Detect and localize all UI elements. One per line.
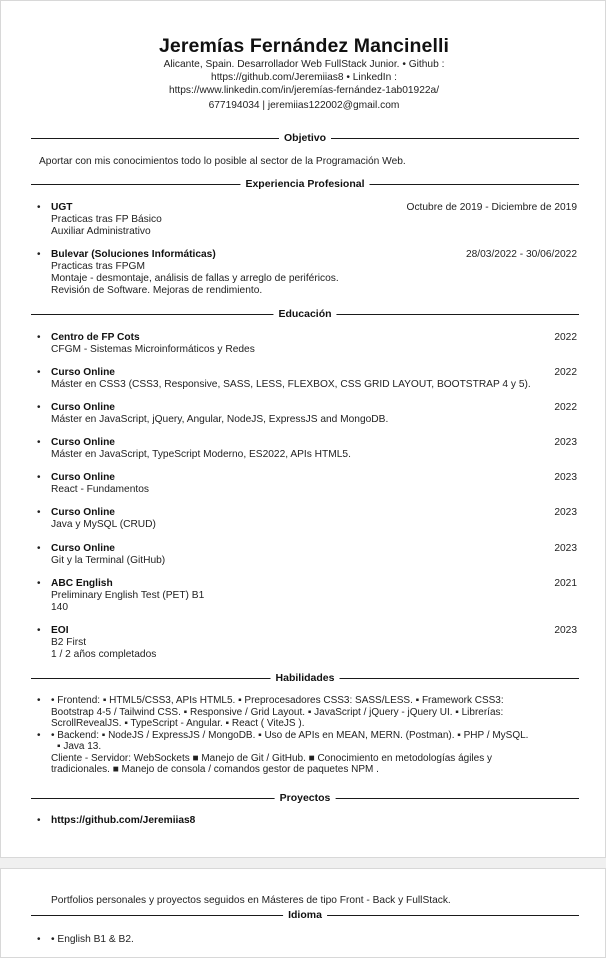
section-title-proyectos: Proyectos xyxy=(275,792,336,805)
education-line: Preliminary English Test (PET) B1 xyxy=(51,590,205,601)
skills-line: Bootstrap 4-5 / Tailwind CSS. ▪ Responsive / Grid Layout. ▪ JavaScript / jQuery - jQuery UI. ▪ Librerías: xyxy=(51,706,504,718)
experience-org: UGT xyxy=(51,202,73,213)
bullet: • xyxy=(37,402,41,413)
contact-line-3: https://www.linkedin.com/in/jeremías-fernández-1ab01922a/ xyxy=(168,85,440,96)
bullet: • xyxy=(37,815,41,826)
education-line: Máster en JavaScript, jQuery, Angular, NodeJS, ExpressJS and MongoDB. xyxy=(51,414,389,425)
section-idioma xyxy=(31,909,579,922)
resume-page-2 xyxy=(0,868,606,958)
idioma-item: • English B1 & B2. xyxy=(51,934,134,945)
section-experiencia xyxy=(31,178,579,191)
education-year: 2023 xyxy=(554,625,577,636)
bullet: • xyxy=(37,202,41,213)
section-objetivo xyxy=(31,132,579,145)
education-year: 2022 xyxy=(554,402,577,413)
skills-list xyxy=(51,695,581,776)
section-title-educacion: Educación xyxy=(273,308,336,321)
github-link[interactable]: https://github.com/Jeremiias8 xyxy=(51,815,196,826)
education-org: Curso Online xyxy=(51,367,115,378)
section-educacion xyxy=(31,308,579,321)
skills-line: Cliente - Servidor: WebSockets ■ Manejo de Git / GitHub. ■ Conocimiento en metodologías ágiles y xyxy=(51,752,492,764)
experience-dates: 28/03/2022 - 30/06/2022 xyxy=(465,249,577,260)
section-title-habilidades: Habilidades xyxy=(271,672,340,685)
education-org: Centro de FP Cots xyxy=(51,332,140,343)
experience-line: Practicas tras FP Básico xyxy=(51,214,162,225)
experience-org: Bulevar (Soluciones Informáticas) xyxy=(51,249,216,260)
education-org: Curso Online xyxy=(51,543,115,554)
experience-line: Montaje - desmontaje, análisis de fallas y arreglo de periféricos. xyxy=(51,273,339,284)
section-title-objetivo: Objetivo xyxy=(279,132,331,145)
bullet: • xyxy=(37,507,41,518)
education-line: Máster en JavaScript, TypeScript Moderno, ES2022, APIs HTML5. xyxy=(51,449,351,460)
education-org: Curso Online xyxy=(51,472,115,483)
experience-dates: Octubre de 2019 - Diciembre de 2019 xyxy=(406,202,577,213)
education-year: 2022 xyxy=(554,367,577,378)
contact-line-2: https://github.com/Jeremiias8 • LinkedIn : xyxy=(211,72,397,83)
section-title-experiencia: Experiencia Profesional xyxy=(240,178,369,191)
section-habilidades xyxy=(31,672,579,685)
bullet: • xyxy=(37,367,41,378)
education-line: 140 xyxy=(51,602,68,613)
bullet: • xyxy=(37,249,41,260)
bullet: • xyxy=(37,543,41,554)
education-year: 2023 xyxy=(554,437,577,448)
bullet: • xyxy=(37,730,41,741)
education-line: Máster en CSS3 (CSS3, Responsive, SASS, LESS, FLEXBOX, CSS GRID LAYOUT, BOOTSTRAP 4 y 5). xyxy=(51,379,531,390)
education-org: EOI xyxy=(51,625,69,636)
education-line: 1 / 2 años completados xyxy=(51,649,157,660)
objetivo-text: Aportar con mis conocimientos todo lo posible al sector de la Programación Web. xyxy=(39,156,406,167)
bullet: • xyxy=(37,472,41,483)
experience-line: Practicas tras FPGM xyxy=(51,261,145,272)
candidate-name: Jeremías Fernández Mancinelli xyxy=(158,35,450,57)
skills-line: tradicionales. ■ Manejo de consola / comandos gestor de paquetes NPM . xyxy=(51,764,379,775)
bullet: • xyxy=(37,695,41,706)
skills-line: ▪ Java 13. xyxy=(57,741,102,752)
education-line: React - Fundamentos xyxy=(51,484,149,495)
bullet: • xyxy=(37,934,41,945)
education-org: ABC English xyxy=(51,578,113,589)
bullet: • xyxy=(37,578,41,589)
education-year: 2021 xyxy=(554,578,577,589)
skills-line: • Backend: ▪ NodeJS / ExpressJS / MongoDB. ▪ Uso de APIs en MEAN, MERN. (Postman). ▪ PHP / MySQL. xyxy=(51,729,529,741)
education-line: B2 First xyxy=(51,637,87,648)
skills-line: • Frontend: ▪ HTML5/CSS3, APIs HTML5. ▪ Preprocesadores CSS3: SASS/LESS. ▪ Framework CSS3: xyxy=(51,695,504,706)
education-line: Git y la Terminal (GitHub) xyxy=(51,555,166,566)
education-org: Curso Online xyxy=(51,402,115,413)
experience-line: Revisión de Software. Mejoras de rendimiento. xyxy=(51,285,263,296)
section-title-idioma: Idioma xyxy=(283,909,327,922)
education-org: Curso Online xyxy=(51,507,115,518)
education-org: Curso Online xyxy=(51,437,115,448)
contact-line-1: Alicante, Spain. Desarrollador Web FullStack Junior. • Github : xyxy=(163,59,445,70)
bullet: • xyxy=(37,625,41,636)
education-year: 2022 xyxy=(554,332,577,343)
section-proyectos xyxy=(31,792,579,805)
education-line: CFGM - Sistemas Microinformáticos y Redes xyxy=(51,344,255,355)
experience-line: Auxiliar Administrativo xyxy=(51,226,151,237)
bullet: • xyxy=(37,437,41,448)
education-year: 2023 xyxy=(554,472,577,483)
proyectos-description: Portfolios personales y proyectos seguidos en Másteres de tipo Front - Back y FullStack. xyxy=(51,895,451,906)
education-line: Java y MySQL (CRUD) xyxy=(51,519,156,530)
contact-line-4: 677194034 | jeremiias122002@gmail.com xyxy=(208,100,400,111)
bullet: • xyxy=(37,332,41,343)
education-year: 2023 xyxy=(554,507,577,518)
skills-line: ScrollRevealJS. ▪ TypeScript - Angular. ▪ React ( ViteJS ). xyxy=(51,718,305,729)
education-year: 2023 xyxy=(554,543,577,554)
